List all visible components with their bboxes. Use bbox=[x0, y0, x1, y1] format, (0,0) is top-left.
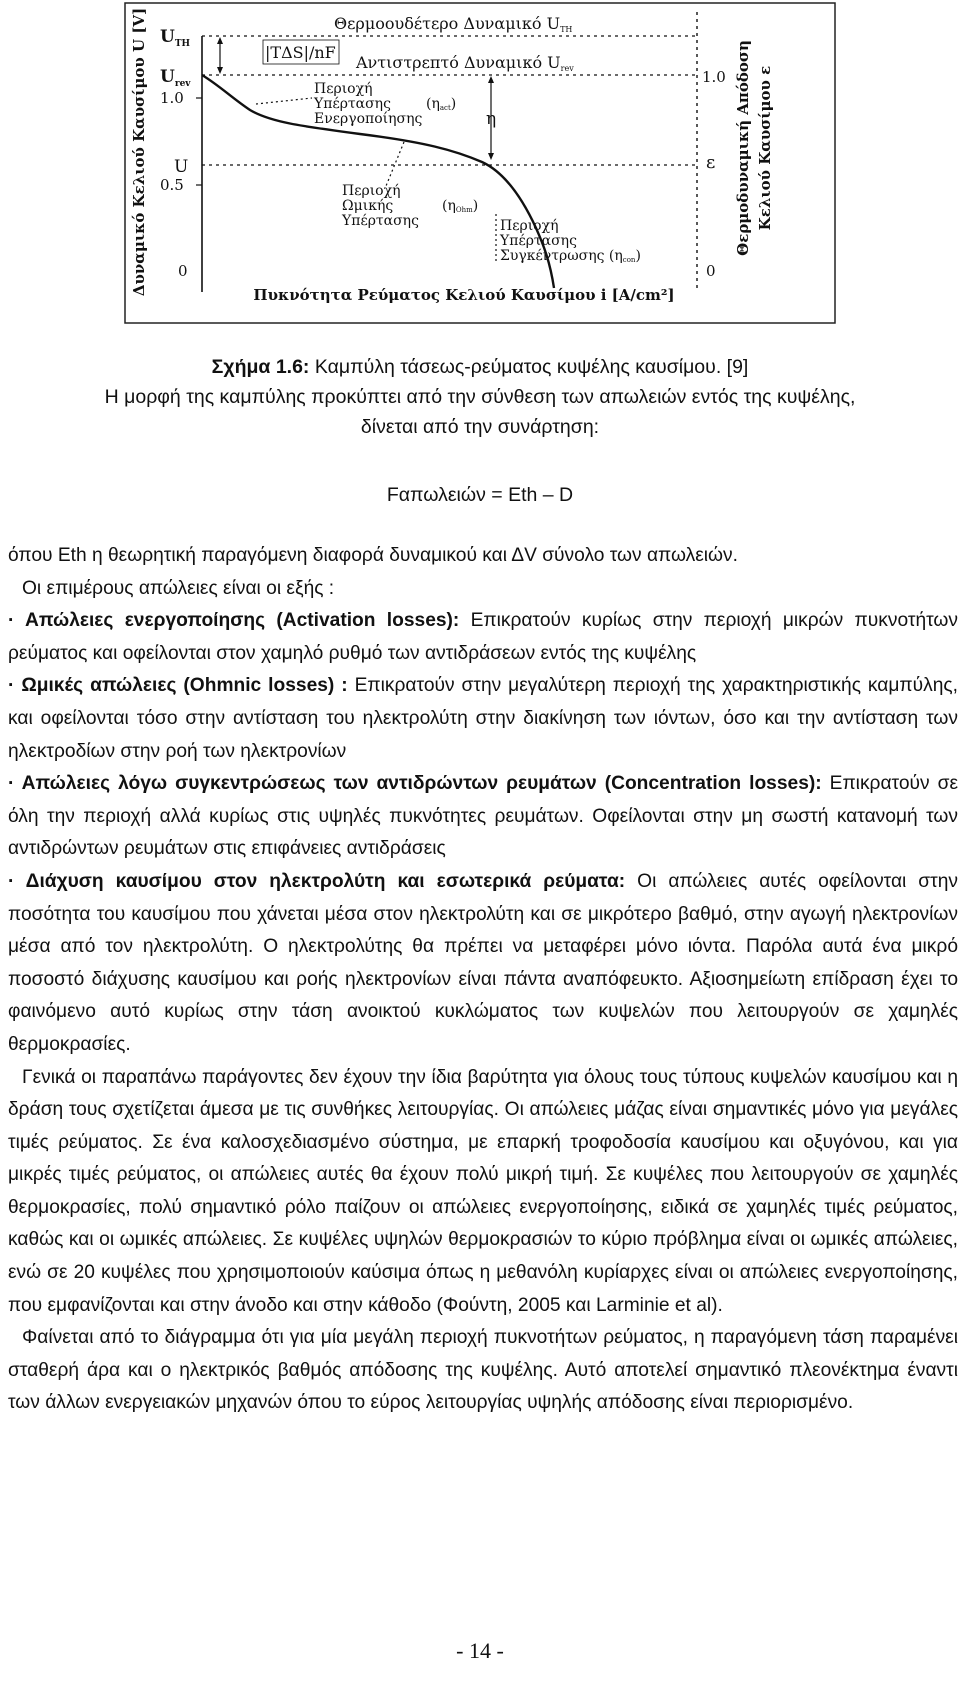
activation-eta: (ηact) bbox=[426, 96, 457, 112]
tick-u: U bbox=[174, 157, 189, 177]
thermoneutral-label: Θερμοουδέτερο Δυναμικό UTH bbox=[334, 14, 573, 34]
bullet-fuel-crossover-text: Οι απώλειες αυτές οφείλονται στην ποσότητα του καυσίμου που χάνεται μέσα στον ηλεκτρολύτη και σε μικρότερο βαθμό, στην αγωγή ηλεκτρονίων μέσα από τον ηλεκτρολύτη. Ο ηλεκτρολύτης θα πρέπει να μεταφέρει μόνο ιόντα. Παρόλα αυτά ένα μικρό ποσοστό διάχυσης καυσίμου και ροής ηλεκτρονίων είναι πάντα αναπόφευκτο. Αξιοσημείωτη επίδραση έχει το φαινόμενο αυτό κυρίως στην τάση ανοικτού κυκλώματος των κυψελών που λειτουργούν σε χαμηλές θερμοκρασίες. bbox=[8, 870, 958, 1055]
tds-arrow-head-top bbox=[217, 37, 223, 44]
conc-label-2: Υπέρτασης bbox=[500, 233, 577, 249]
paragraph-losses-intro: Οι επιμέρους απώλειες είναι οι εξής : bbox=[22, 577, 335, 599]
activation-label-3: Ενεργοποίησης bbox=[314, 111, 423, 127]
ohmic-eta: (ηOhm) bbox=[442, 198, 479, 214]
bullet-activation-losses bbox=[8, 605, 958, 670]
figure-frame bbox=[125, 3, 835, 323]
conc-label-3: Συγκέντρωσης (ηcon) bbox=[500, 248, 641, 264]
right-tick-0: 0 bbox=[706, 262, 716, 280]
right-tick-1-0: 1.0 bbox=[702, 68, 726, 86]
bullet-activation-text: Επικρατούν κυρίως στην περιοχή μικρών πυκνοτήτων ρεύματος και οφείλονται στον χαμηλό ρυθμό των αντιδράσεων εντός της κυψέλης bbox=[8, 610, 959, 664]
tick-uth: $U_{TH}$ bbox=[160, 27, 191, 49]
caption-label: Σχήμα 1.6: bbox=[211, 356, 310, 378]
intro-line-2: δίνεται από την συνάρτηση: bbox=[360, 416, 600, 438]
paragraph-eth-definition: όπου Eth η θεωρητική παραγόμενη διαφορά δυναμικού και ΔV σύνολο των απωλειών. bbox=[8, 545, 738, 566]
tick-1-0: 1.0 bbox=[160, 89, 184, 107]
bullet-concentration-text: Επικρατούν σε όλη την περιοχή αλλά κυρίως στις υψηλές πυκνότητες ρευμάτων. Οφείλονται στην μη σωστή κατανομή των αντιδρώντων ρευμάτων στις επιφάνειες αντιδράσεις bbox=[8, 773, 958, 860]
eta-label: η bbox=[486, 109, 497, 129]
bullet-concentration-title: · Απώλειες λόγω συγκεντρώσεως των αντιδρώντων ρευμάτων (Concentration losses): bbox=[8, 773, 822, 795]
eta-arrow-head-top bbox=[488, 76, 494, 83]
reversible-label: Αντιστρεπτό Δυναμικό Urev bbox=[356, 53, 574, 73]
activation-label-2: Υπέρτασης bbox=[314, 96, 391, 112]
tick-urev: $U_{rev}$ bbox=[160, 67, 191, 89]
body-text bbox=[8, 540, 958, 1420]
bullet-activation-title: · Απώλειες ενεργοποίησης (Activation losses): bbox=[8, 610, 460, 632]
polarization-diagram bbox=[124, 2, 836, 324]
activation-leader bbox=[256, 98, 312, 104]
right-tick-epsilon: ε bbox=[706, 152, 716, 173]
bullet-ohmic-title: · Ωμικές απώλειες (Ohmnic losses) : bbox=[8, 675, 348, 697]
ohmic-label-3: Υπέρτασης bbox=[342, 213, 419, 229]
activation-label-1: Περιοχή bbox=[314, 81, 373, 97]
ohmic-label-1: Περιοχή bbox=[342, 183, 401, 199]
paragraph-conclusion: Φαίνεται από το διάγραμμα ότι για μία μεγάλη περιοχή πυκνοτήτων ρεύματος, η παραγόμενη τάση παραμένει σταθερή άρα και ο ηλεκτρικός βαθμός απόδοσης της κυψέλης. Αυτό αποτελεί σημαντικό πλεονέκτημα έναντι των άλλων ενεργειακών μηχανών όπου το εύρος λειτουργίας υψηλής απόδοσης είναι περιορισμένο. bbox=[8, 1327, 958, 1414]
tick-0: 0 bbox=[178, 262, 188, 280]
ohmic-leader bbox=[386, 142, 404, 186]
caption-line bbox=[0, 352, 960, 382]
eta-arrow-head-bottom bbox=[488, 153, 494, 160]
polarization-curve-figure bbox=[124, 2, 836, 324]
caption-text: Καμπύλη τάσεως-ρεύματος κυψέλης καυσίμου. [9] bbox=[309, 356, 749, 378]
bullet-fuel-crossover bbox=[8, 866, 958, 1062]
figure-caption bbox=[0, 352, 960, 442]
conc-label-1: Περιοχή bbox=[500, 218, 559, 234]
tds-label: |TΔS|/nF bbox=[265, 43, 336, 62]
ohmic-label-2: Ωμικής bbox=[342, 198, 394, 214]
bullet-concentration-losses bbox=[8, 768, 958, 866]
bullet-ohmic-text: Επικρατούν στην μεγαλύτερη περιοχή της χαρακτηριστικής καμπύλης, και οφείλονται τόσο στην αντίσταση του ηλεκτρολύτη στην διακίνηση των ιόντων, όσο και την αντίσταση των ηλεκτροδίων στην ροή των ηλεκτρονίων bbox=[8, 675, 958, 762]
right-axis-title-1: Θερμοδυναμική Απόδοση bbox=[734, 40, 752, 256]
x-axis-title: Πυκνότητα Ρεύματος Κελιού Καυσίμου i [Α/cm²] bbox=[253, 286, 675, 304]
tick-0-5: 0.5 bbox=[160, 176, 184, 194]
loss-equation: Fαπωλειών = Eth – D bbox=[386, 484, 574, 506]
tds-arrow-head-bottom bbox=[217, 67, 223, 74]
y-axis-title: Δυναμικό Κελιού Καυσίμου U [V] bbox=[130, 7, 148, 297]
intro-line-1: Η μορφή της καμπύλης προκύπτει από την σύνθεση των απωλειών εντός της κυψέλης, bbox=[104, 386, 856, 408]
page-number: - 14 - bbox=[456, 1638, 504, 1663]
bullet-fuel-crossover-title: · Διάχυση καυσίμου στον ηλεκτρολύτη και εσωτερικά ρεύματα: bbox=[8, 870, 626, 892]
bullet-ohmic-losses bbox=[8, 670, 958, 768]
right-axis-title-2: Κελιού Καυσίμου ε bbox=[756, 65, 774, 231]
paragraph-general-factors: Γενικά οι παραπάνω παράγοντες δεν έχουν την ίδια βαρύτητα για όλους τους τύπους κυψελών καυσίμου και η δράση τους σχετίζεται άμεσα με τις συνθήκες λειτουργίας. Οι απώλειες μάζας είναι σημαντικές μόνο για μεγάλες τιμές ρεύματος. Σε ένα καλοσχεδιασμένο σύστημα, με επαρκή τροφοδοσία καυσίμου και οξυγόνου, και για μικρές τιμές ρεύματος, οι απώλειες αυτές θα έχουν πολύ μικρή τιμή. Σε κυψέλες που λειτουργούν σε χαμηλές θερμοκρασίες, πολύ σημαντικό ρόλο παίζουν οι απώλειες ενεργοποίησης, ειδικά σε χαμηλές τιμές ρεύματος, καθώς και οι ωμικές απώλειες. Σε κυψέλες υψηλών θερμοκρασιών το κύριο πρόβλημα είναι οι ωμικές απώλειες, ενώ σε 20 κυψέλες που χρησιμοποιούν καύσιμα όπως η μεθανόλη κυρίαρχες είναι οι απώλειες ενεργοποίησης, που εμφανίζονται και στην άνοδο και στην κάθοδο (Φούντη, 2005 και Larminie et al). bbox=[8, 1066, 958, 1316]
